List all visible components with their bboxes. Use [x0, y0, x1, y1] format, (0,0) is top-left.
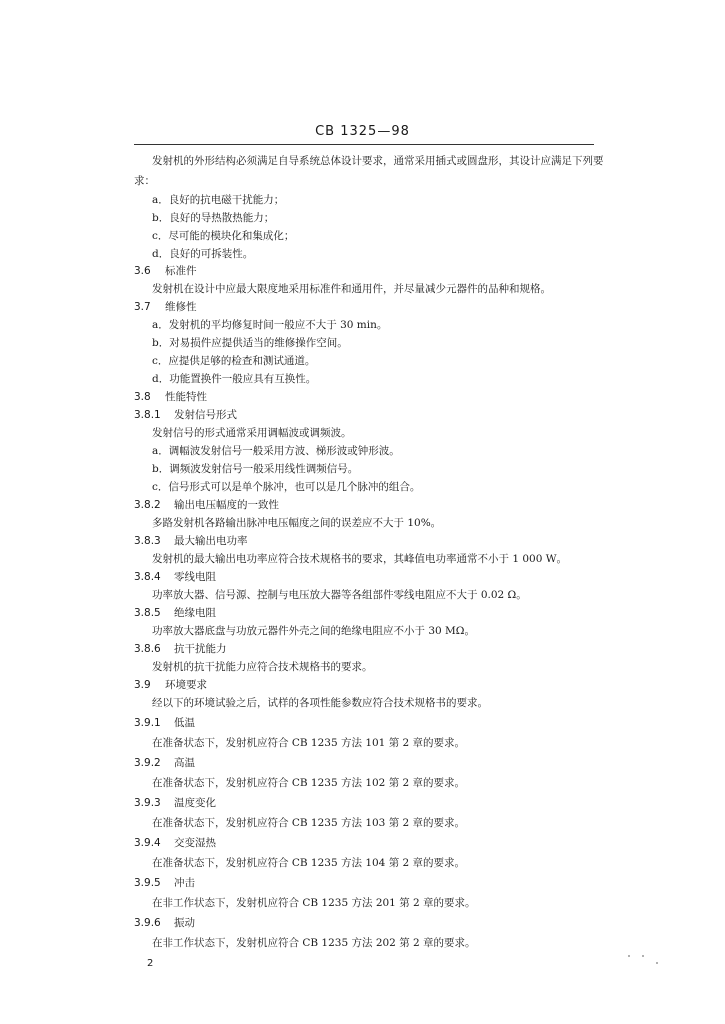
section-3-8-1-title: 发射信号形式	[174, 409, 237, 421]
section-3-8-1-item-a: a．调幅波发射信号一般采用方波、梯形波或钟形波。	[152, 445, 400, 457]
section-3-8-3-text: 发射机的最大输出电功率应符合技术规格书的要求，其峰值电功率通常不小于 1 000 W。	[152, 553, 568, 565]
section-3-8-1-number: 3.8.1	[134, 409, 161, 421]
section-3-9-title: 环境要求	[165, 679, 207, 691]
section-3-8-1-item-c: c．信号形式可以是单个脉冲，也可以是几个脉冲的组合。	[152, 481, 421, 493]
section-3-8-4-text: 功率放大器、信号源、控制与电压放大器等各组部件零线电阻应不大于 0.02 Ω。	[152, 589, 527, 601]
section-3-9-3-title: 温度变化	[174, 797, 216, 809]
section-3-9-5-title: 冲击	[174, 877, 195, 889]
section-3-8-5-number: 3.8.5	[134, 607, 161, 619]
section-3-9-5-number: 3.9.5	[134, 877, 161, 889]
section-3-8-6-text: 发射机的抗干扰能力应符合技术规格书的要求。	[152, 661, 373, 673]
intro-item-d: d．良好的可拆装性。	[152, 248, 254, 260]
section-3-9-4-number: 3.9.4	[134, 837, 161, 849]
section-3-7-item-b: b．对易损件应提供适当的维修操作空间。	[152, 337, 348, 349]
intro-line-1: 发射机的外形结构必须满足自导系统总体设计要求，通常采用插式或圆盘形，其设计应满足下列要	[152, 155, 604, 167]
scan-speck	[642, 955, 644, 957]
section-3-9-6-number: 3.9.6	[134, 917, 161, 929]
section-3-9-3-text: 在准备状态下，发射机应符合 CB 1235 方法 103 第 2 章的要求。	[152, 817, 466, 829]
section-3-7-item-c: c．应提供足够的检查和测试通道。	[152, 355, 316, 367]
section-3-8-2-number: 3.8.2	[134, 499, 161, 511]
section-3-8-5-text: 功率放大器底盘与功放元器件外壳之间的绝缘电阻应不小于 30 MΩ。	[152, 625, 475, 637]
intro-item-b: b．良好的导热散热能力；	[152, 212, 275, 224]
header-rule	[134, 144, 594, 145]
section-3-9-2-number: 3.9.2	[134, 757, 161, 769]
section-3-7-number: 3.7	[134, 301, 151, 313]
section-3-6-text: 发射机在设计中应最大限度地采用标准件和通用件，并尽量减少元器件的品种和规格。	[152, 283, 551, 295]
intro-item-c: c．尽可能的模块化和集成化；	[152, 230, 295, 242]
section-3-8-4-number: 3.8.4	[134, 571, 161, 583]
section-3-6-number: 3.6	[134, 265, 151, 277]
page-header: CB 1325—98	[315, 124, 410, 139]
section-3-8-2-title: 输出电压幅度的一致性	[174, 499, 279, 511]
scan-speck	[628, 955, 630, 957]
section-3-9-1-title: 低温	[174, 717, 195, 729]
section-3-9-4-text: 在准备状态下，发射机应符合 CB 1235 方法 104 第 2 章的要求。	[152, 857, 466, 869]
section-3-9-4-title: 交变湿热	[174, 837, 216, 849]
section-3-8-3-title: 最大输出电功率	[174, 535, 248, 547]
section-3-8-number: 3.8	[134, 391, 151, 403]
section-3-9-number: 3.9	[134, 679, 151, 691]
section-3-9-text: 经以下的环境试验之后，试样的各项性能参数应符合技术规格书的要求。	[152, 697, 488, 709]
section-3-8-title: 性能特性	[165, 391, 207, 403]
section-3-8-5-title: 绝缘电阻	[174, 607, 216, 619]
scan-speck	[656, 962, 658, 964]
section-3-8-2-text: 多路发射机各路输出脉冲电压幅度之间的误差应不大于 10%。	[152, 517, 442, 529]
section-3-9-5-text: 在非工作状态下，发射机应符合 CB 1235 方法 201 第 2 章的要求。	[152, 897, 476, 909]
section-3-9-3-number: 3.9.3	[134, 797, 161, 809]
section-3-7-item-d: d．功能置换件一般应具有互换性。	[152, 373, 317, 385]
section-3-8-6-title: 抗干扰能力	[174, 643, 227, 655]
section-3-8-3-number: 3.8.3	[134, 535, 161, 547]
section-3-9-1-text: 在准备状态下，发射机应符合 CB 1235 方法 101 第 2 章的要求。	[152, 737, 466, 749]
page-number: 2	[147, 958, 154, 969]
section-3-9-1-number: 3.9.1	[134, 717, 161, 729]
section-3-9-6-title: 振动	[174, 917, 195, 929]
section-3-8-6-number: 3.8.6	[134, 643, 161, 655]
section-3-7-item-a: a．发射机的平均修复时间一般应不大于 30 min。	[152, 319, 388, 331]
intro-item-a: a．良好的抗电磁干扰能力；	[152, 194, 285, 206]
section-3-8-4-title: 零线电阻	[174, 571, 216, 583]
section-3-9-2-title: 高温	[174, 757, 195, 769]
intro-line-2: 求：	[134, 175, 155, 187]
section-3-8-1-item-b: b．调频波发射信号一般采用线性调频信号。	[152, 463, 359, 475]
section-3-8-1-text: 发射信号的形式通常采用调幅波或调频波。	[152, 427, 352, 439]
section-3-7-title: 维修性	[165, 301, 197, 313]
section-3-9-6-text: 在非工作状态下，发射机应符合 CB 1235 方法 202 第 2 章的要求。	[152, 937, 476, 949]
section-3-9-2-text: 在准备状态下，发射机应符合 CB 1235 方法 102 第 2 章的要求。	[152, 777, 466, 789]
section-3-6-title: 标准件	[165, 265, 197, 277]
